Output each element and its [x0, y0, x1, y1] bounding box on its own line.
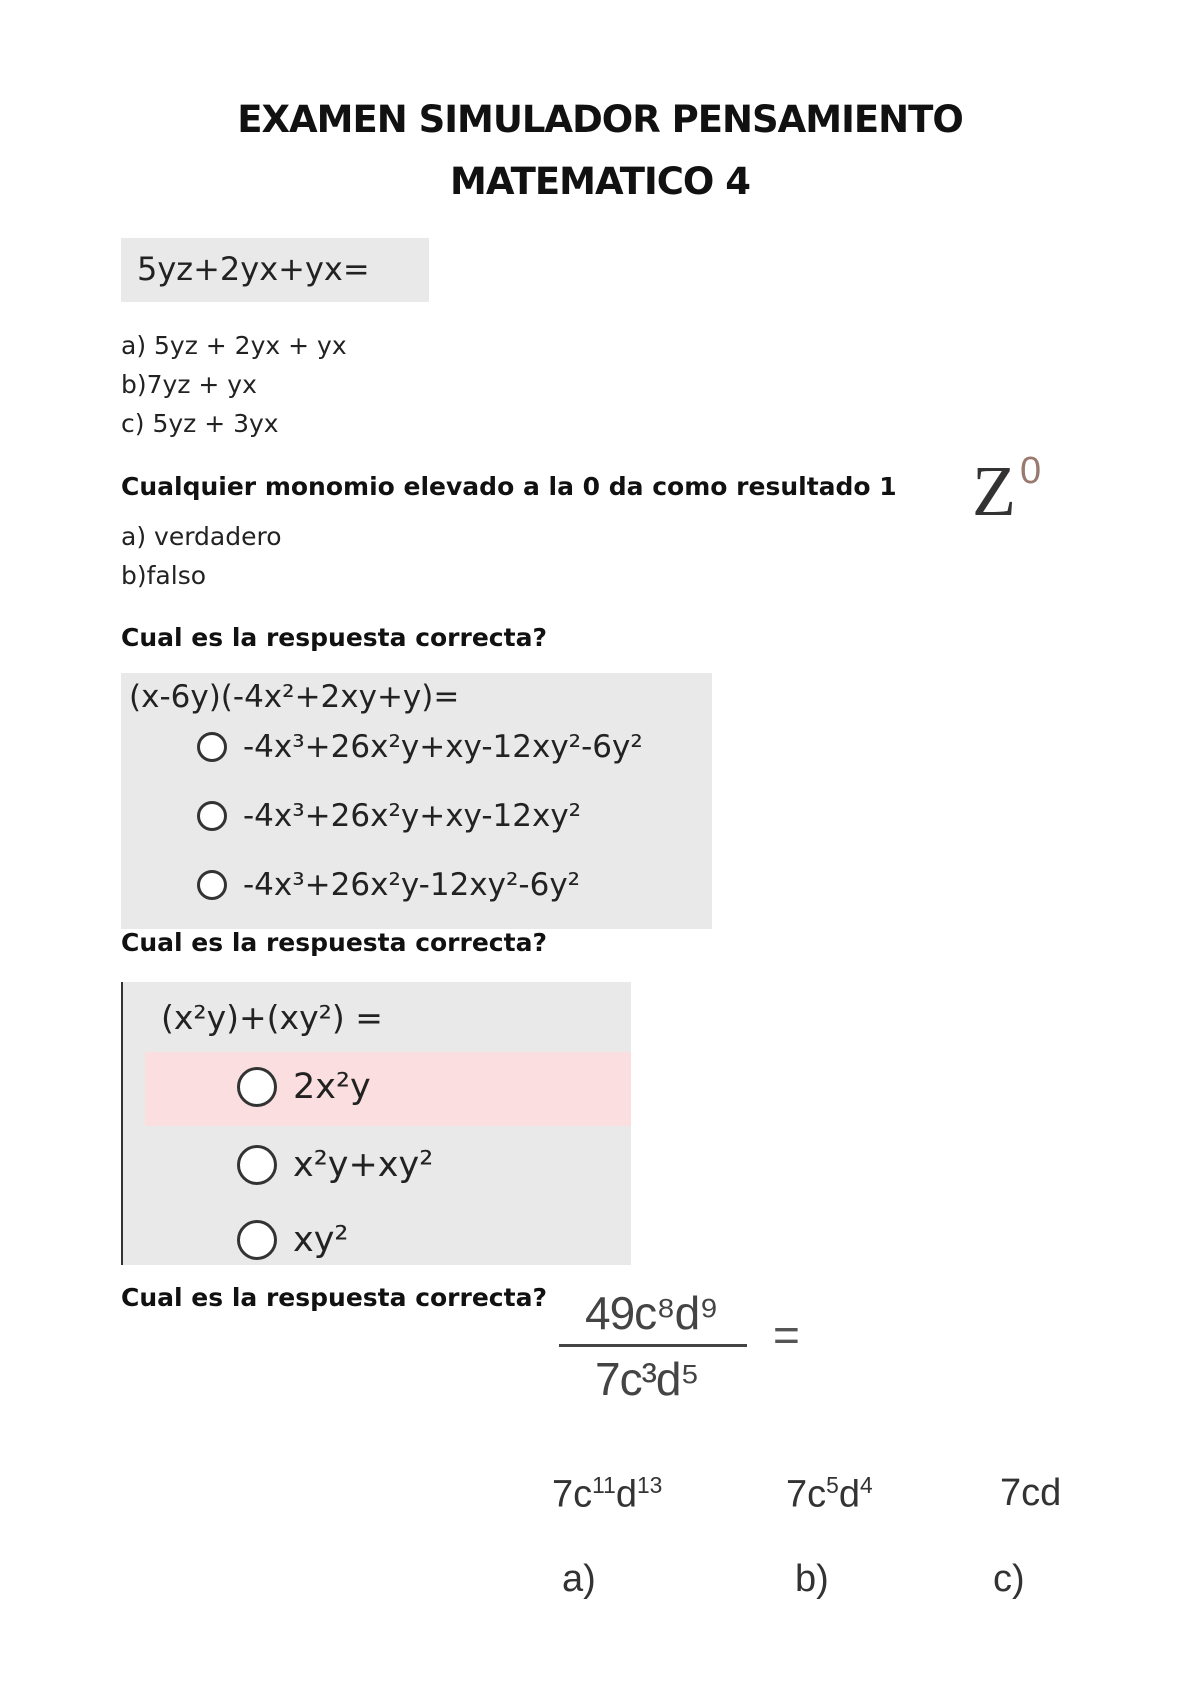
q5-denominator: 7c³d⁵: [595, 1353, 699, 1405]
page-title-line2: MATEMATICO 4: [450, 160, 750, 203]
q2-option-a: a) verdadero: [121, 522, 282, 551]
answer-b-exp1: 5: [826, 1472, 839, 1498]
q4-option-1[interactable]: [237, 1067, 371, 1107]
answer-b-exp2: 4: [859, 1472, 873, 1498]
radio-button[interactable]: [237, 1145, 277, 1185]
radio-button[interactable]: [197, 732, 227, 762]
q1-option-b: b)7yz + yx: [121, 370, 257, 399]
z-base: Z: [972, 451, 1016, 531]
q5-answer-a-label: a): [562, 1558, 596, 1600]
z-power-zero-image: [972, 446, 1072, 546]
q5-answer-a: [552, 1472, 662, 1517]
q3-option-2-label: -4x³+26x²y+xy-12xy²: [243, 798, 582, 834]
q4-choice-box: [121, 982, 631, 1265]
q3-prompt: Cual es la respuesta correcta?: [121, 623, 547, 652]
q4-option-3-label: xy²: [293, 1220, 349, 1260]
q3-option-3-label: -4x³+26x²y-12xy²-6y²: [243, 867, 581, 903]
answer-a-base1: 7c: [552, 1473, 593, 1516]
q4-option-3[interactable]: [237, 1220, 348, 1260]
q5-equals: =: [773, 1309, 800, 1361]
q4-prompt: Cual es la respuesta correcta?: [121, 928, 547, 957]
q4-option-1-label: 2x²y: [293, 1067, 371, 1107]
q4-expression: (x²y)+(xy²) =: [161, 998, 383, 1037]
q3-expression: (x-6y)(-4x²+2xy+y)=: [129, 679, 460, 715]
radio-button[interactable]: [197, 801, 227, 831]
q5-answer-c: [1000, 1472, 1061, 1515]
q4-option-1-highlight: [145, 1052, 631, 1126]
q5-answer-b-label: b): [795, 1558, 829, 1600]
answer-a-exp2: 13: [636, 1472, 663, 1498]
q4-option-2[interactable]: [237, 1145, 433, 1185]
q1-option-a: a) 5yz + 2yx + yx: [121, 331, 347, 360]
answer-a-exp1: 11: [592, 1472, 616, 1498]
q2-option-b: b)falso: [121, 561, 207, 590]
q5-answer-b: [786, 1472, 873, 1517]
answer-c-base1: 7cd: [1000, 1472, 1062, 1514]
q5-fraction-image: [555, 1286, 825, 1416]
radio-button[interactable]: [197, 870, 227, 900]
q3-option-3[interactable]: [197, 867, 580, 903]
q5-prompt: Cual es la respuesta correcta?: [121, 1283, 547, 1312]
q2-statement: Cualquier monomio elevado a la 0 da como resultado 1: [121, 472, 897, 501]
q5-answer-c-label: c): [993, 1558, 1025, 1600]
q3-option-1-label: -4x³+26x²y+xy-12xy²-6y²: [243, 729, 643, 765]
radio-button[interactable]: [237, 1067, 277, 1107]
q3-option-1[interactable]: [197, 729, 643, 765]
fraction-bar: [559, 1344, 747, 1347]
z-exponent: 0: [1020, 450, 1042, 492]
q1-expression: 5yz+2yx+yx=: [137, 250, 370, 288]
q3-option-2[interactable]: [197, 798, 581, 834]
answer-b-base1: 7c: [786, 1473, 827, 1516]
q4-option-2-label: x²y+xy²: [293, 1145, 434, 1185]
q3-choice-box: [121, 673, 712, 929]
answer-a-base2: d: [615, 1473, 637, 1516]
q5-numerator: 49c⁸d⁹: [585, 1287, 718, 1339]
answer-b-base2: d: [838, 1473, 860, 1516]
page-title-line1: EXAMEN SIMULADOR PENSAMIENTO: [237, 98, 963, 141]
radio-button[interactable]: [237, 1220, 277, 1260]
q1-expression-box: [121, 238, 429, 302]
q1-option-c: c) 5yz + 3yx: [121, 409, 279, 438]
